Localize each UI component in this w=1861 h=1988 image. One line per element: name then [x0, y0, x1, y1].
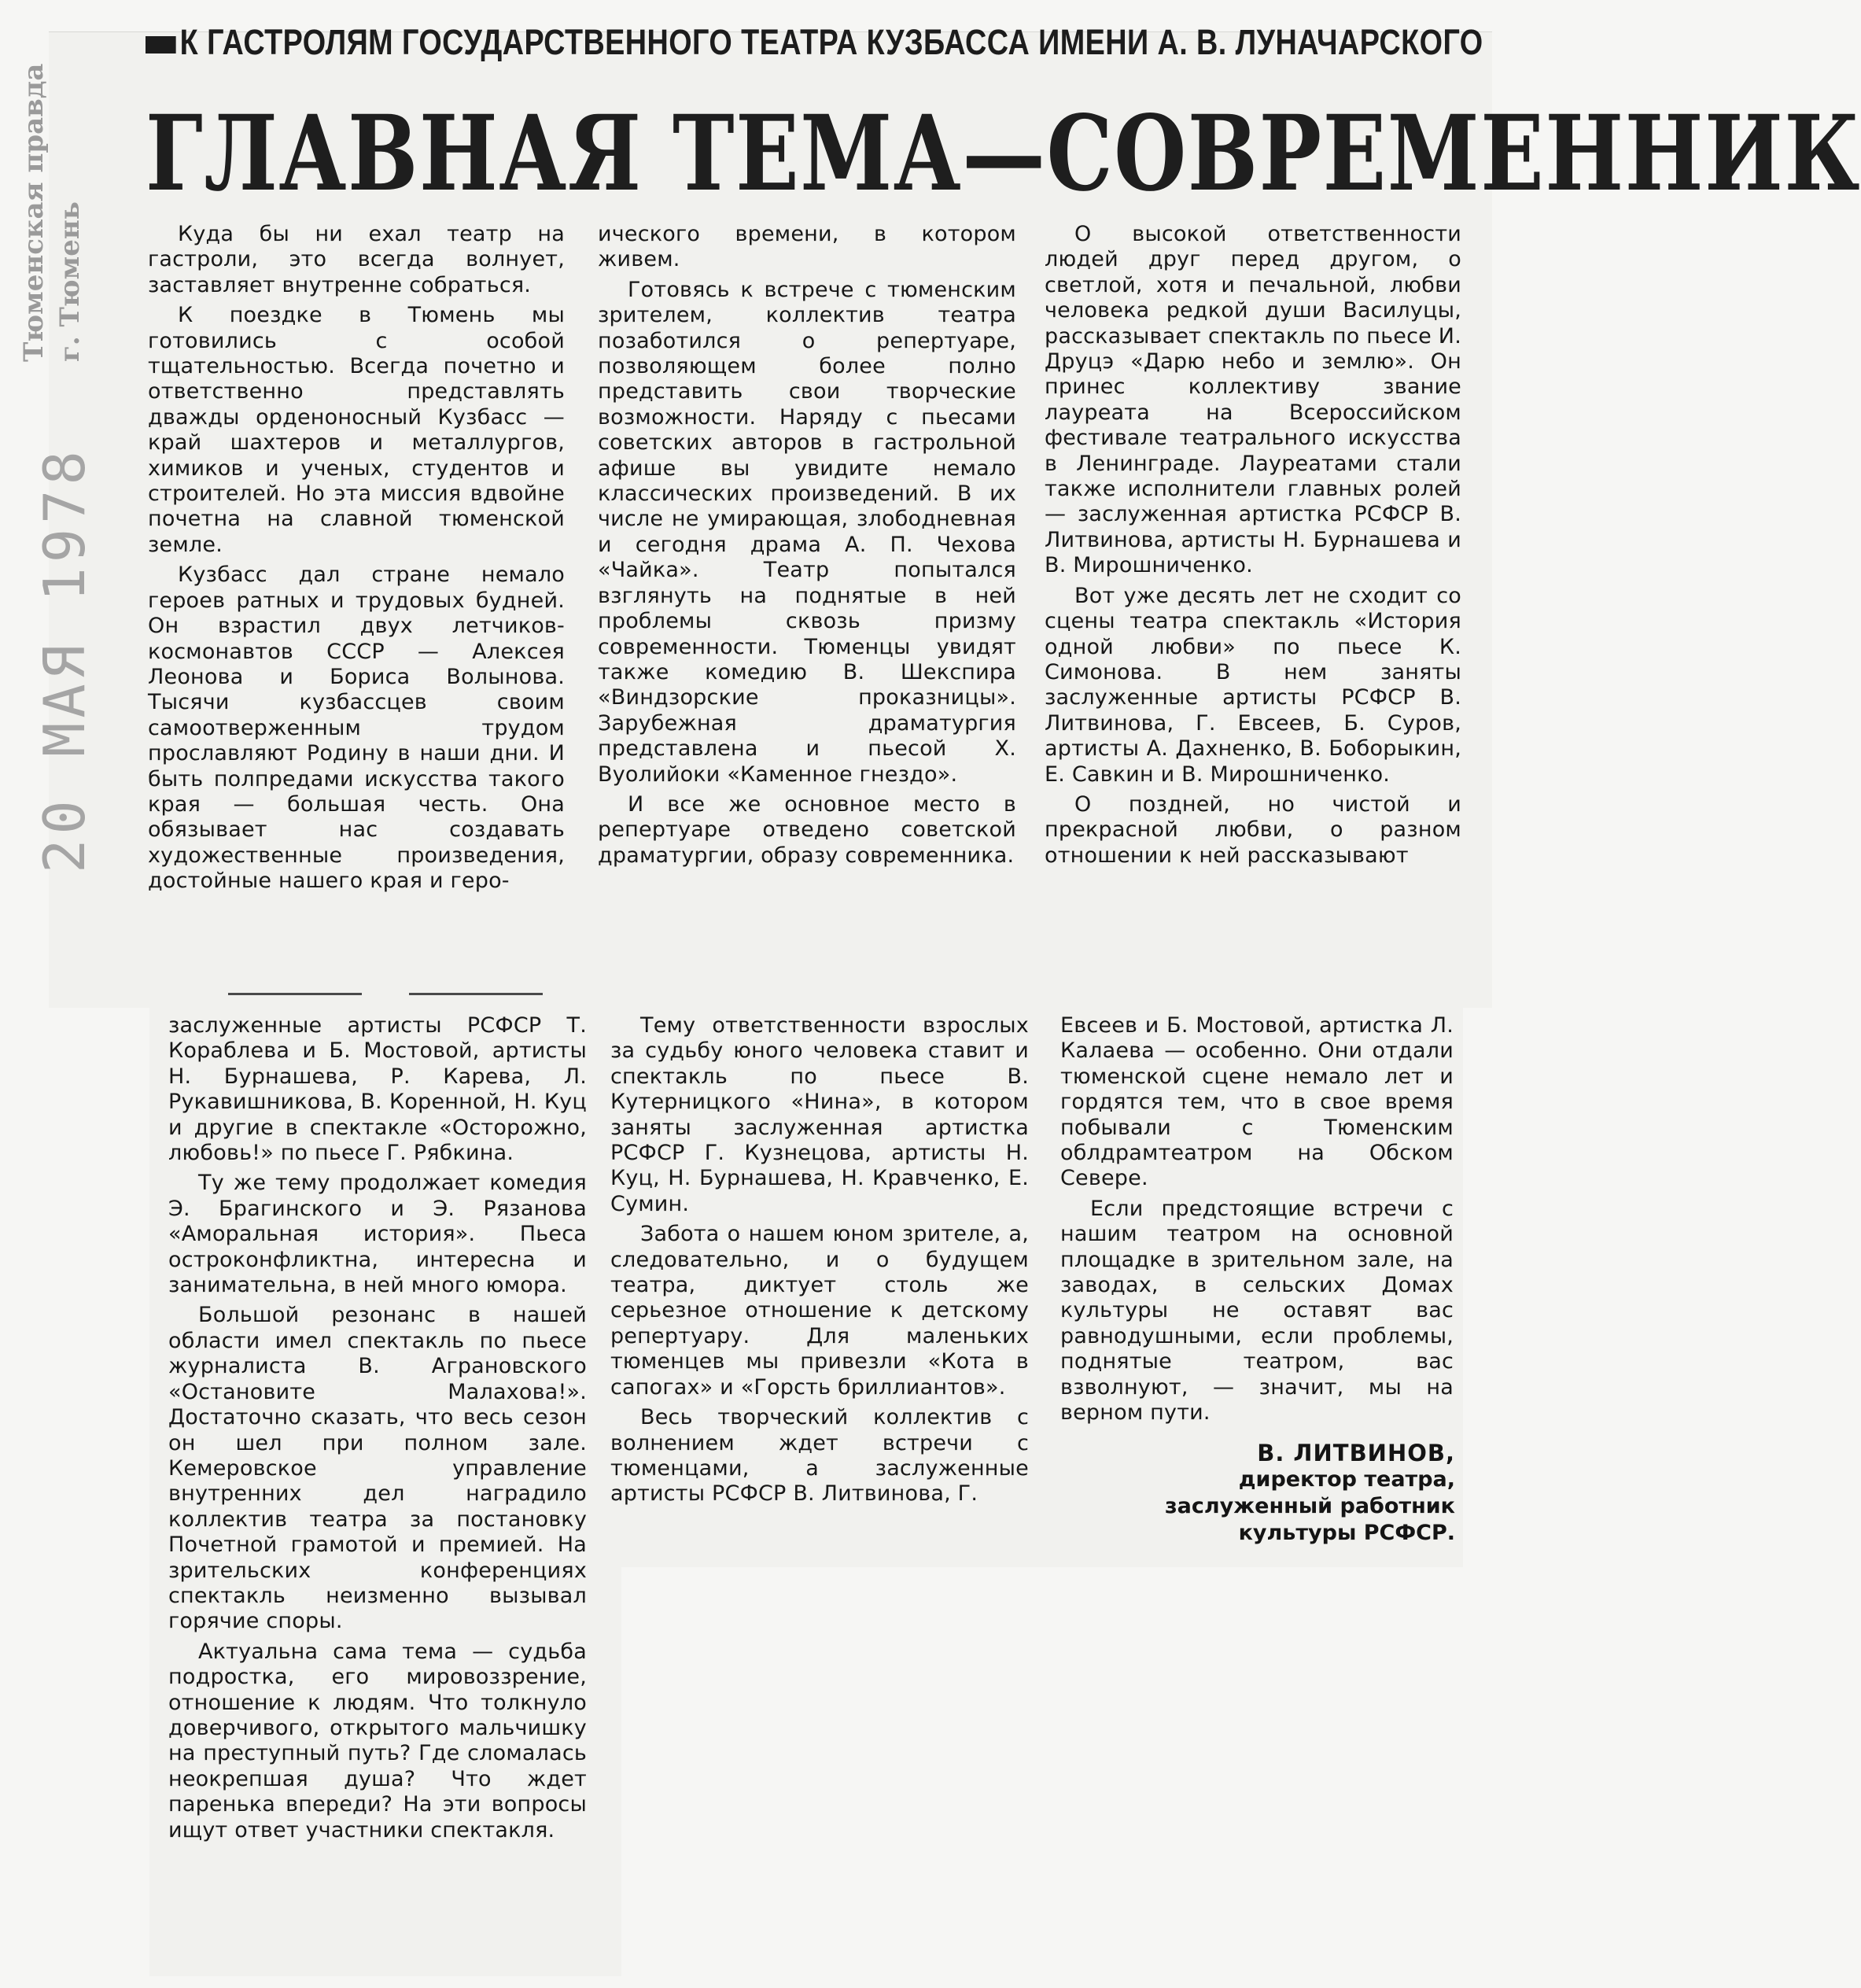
paragraph: О высокой ответственности людей друг перед другом, о светлой, хотя и печальной, любви человека редкой души Василуцы, рассказывает спектакль по пьесе И. Друцэ «Дарю небо и землю». Он принес коллективу звание лауреата на Всероссийском фестивале театрального искусства в Ленинграде. Лауреатами стали также исполнители главных ролей — заслуженная артистка РСФСР В. Литвинова, артисты Н. Бурнашева и В. Мирошниченко. [1045, 222, 1461, 578]
paragraph: Ту же тему продолжает комедия Э. Брагинского и Э. Рязанова «Аморальная история». Пьеса остроконфликтна, интересна и занимательна, в ней много юмора. [168, 1171, 587, 1298]
article-column-6 [1060, 1013, 1454, 1431]
article-column-1 [148, 222, 565, 899]
paragraph: Актуальна сама тема — судьба подростка, его мировоззрение, отношение к людям. Что толкнуло доверчивого, открытого мальчишку на преступный путь? Где сломалась неокрепшая душа? Что ждет паренька впереди? На эти вопросы ищут ответ участники спектакля. [168, 1639, 587, 1842]
paragraph: заслуженные артисты РСФСР Т. Кораблева и Б. Мостовой, артисты Н. Бурнашева, Р. Карева, Л. Рукавишникова, В. Коренной, Н. Куц и другие в спектакле «Осторожно, любовь!» по пьесе Г. Рябкина. [168, 1013, 587, 1166]
author-title: заслуженный работник [1164, 1494, 1455, 1518]
paragraph: Евсеев и Б. Мостовой, артистка Л. Калаева — особенно. Они отдали тюменской сцене немало лет и гордятся тем, что в свое время побывали с Тюменским облдрамтеатром на Обском Севере. [1060, 1013, 1454, 1191]
source-city: г. Тюмень [54, 201, 86, 362]
kicker-text: К ГАСТРОЛЯМ ГОСУДАРСТВЕННОГО ТЕАТРА КУЗБАССА ИМЕНИ А. В. ЛУНАЧАРСКОГО [179, 22, 1483, 62]
paragraph: Тему ответственности взрослых за судьбу юного человека ставит и спектакль по пьесе В. Кутерницкого «Нина», в котором заняты заслуженная артистка РСФСР Г. Кузнецова, артисты Н. Куц, Н. Бурнашева, Н. Кравченко, Е. Сумин. [610, 1013, 1029, 1216]
paragraph: Весь творческий коллектив с волнением ждет встречи с тюменцами, а заслуженные артисты РСФСР В. Литвинова, Г. [610, 1405, 1029, 1507]
column-divider-rule [228, 993, 362, 995]
paragraph: ического времени, в котором живем. [598, 222, 1016, 272]
date-stamp: 20 МАЯ 1978 [31, 446, 98, 873]
paragraph: Вот уже десять лет не сходит со сцены театра спектакль «История одной любви» по пьесе К. Симонова. В нем заняты заслуженные артисты РСФСР В. Литвинова, Г. Евсеев, Б. Суров, артисты А. Дахненко, В. Боборыкин, Е. Савкин и В. Мирошниченко. [1045, 583, 1461, 787]
paragraph: Кузбасс дал стране немало героев ратных и трудовых будней. Он взрастил двух летчиков-космонавтов СССР — Алексея Леонова и Бориса Волынова. Тысячи кузбассцев своим самоотверженным трудом прославляют Родину в наши дни. И быть полпредами искусства такого края — большая честь. Она обязывает нас создавать художественные произведения, достойные нашего края и геро- [148, 562, 565, 894]
paragraph: Готовясь к встрече с тюменским зрителем, коллектив театра позаботился о репертуаре, позволяющем более полно представить свои творческие возможности. Наряду с пьесами советских авторов в гастрольной афише вы увидите немало классических произведений. В их числе не умирающая, злободневная и сегодня драма А. П. Чехова «Чайка». Театр попытался взглянуть на поднятые в ней проблемы сквозь призму современности. Тюменцы увидят также комедию В. Шекспира «Виндзорские проказницы». Зарубежная драматургия представлена и пьесой Х. Вуолийоки «Каменное гнездо». [598, 277, 1016, 787]
article-column-3 [1045, 222, 1461, 873]
source-newspaper: Тюменская правда [18, 63, 50, 362]
article-column-5 [610, 1013, 1029, 1512]
paragraph: Большой резонанс в нашей области имел спектакль по пьесе журналиста В. Аграновского «Остановите Малахова!». Достаточно сказать, что весь сезон он шел при полном зале. Кемеровское управление внутренних дел наградило коллектив театра за постановку Почетной грамотой и премией. На зрительских конференциях спектакль неизменно вызывал горячие споры. [168, 1303, 587, 1634]
paragraph: Куда бы ни ехал театр на гастроли, это всегда волнует, заставляет внутренне собраться. [148, 222, 565, 297]
author-signature [1101, 1440, 1455, 1547]
paragraph: Забота о нашем юном зрителе, а, следовательно, и о будущем театра, диктует столь же серьезное отношение к детскому репертуару. Для маленьких тюменцев мы привезли «Кота в сапогах» и «Горсть бриллиантов». [610, 1222, 1029, 1400]
author-title: директор театра, [1238, 1467, 1455, 1492]
headline: ГЛАВНАЯ ТЕМА—СОВРЕМЕННИК [146, 93, 1861, 215]
author-name: В. ЛИТВИНОВ, [1257, 1440, 1455, 1466]
paragraph: И все же основное место в репертуаре отведено советской драматургии, образу современника. [598, 791, 1016, 868]
paragraph: К поездке в Тюмень мы готовились с особой тщательностью. Всегда почетно и ответственно представлять дважды орденоносный Кузбасс — край шахтеров и металлургов, химиков и ученых, студентов и строителей. Но эта миссия вдвойне почетна на славной тюменской земле. [148, 303, 565, 557]
author-title: культуры РСФСР. [1238, 1521, 1455, 1545]
kicker-line [146, 22, 1483, 63]
source-stamp [16, 63, 94, 362]
article-column-2 [598, 222, 1016, 873]
article-column-4 [168, 1013, 587, 1848]
column-divider-rule [409, 993, 543, 995]
paragraph: Если предстоящие встречи с нашим театром на основной площадке в зрительном зале, на заводах, в сельских Домах культуры не оставят вас равнодушными, если проблемы, поднятые театром, вас взволнуют, — значит, мы на верном пути. [1060, 1196, 1454, 1426]
paragraph: О поздней, но чистой и прекрасной любви, о разном отношении к ней рассказывают [1045, 791, 1461, 868]
kicker-bar-icon [146, 36, 176, 53]
